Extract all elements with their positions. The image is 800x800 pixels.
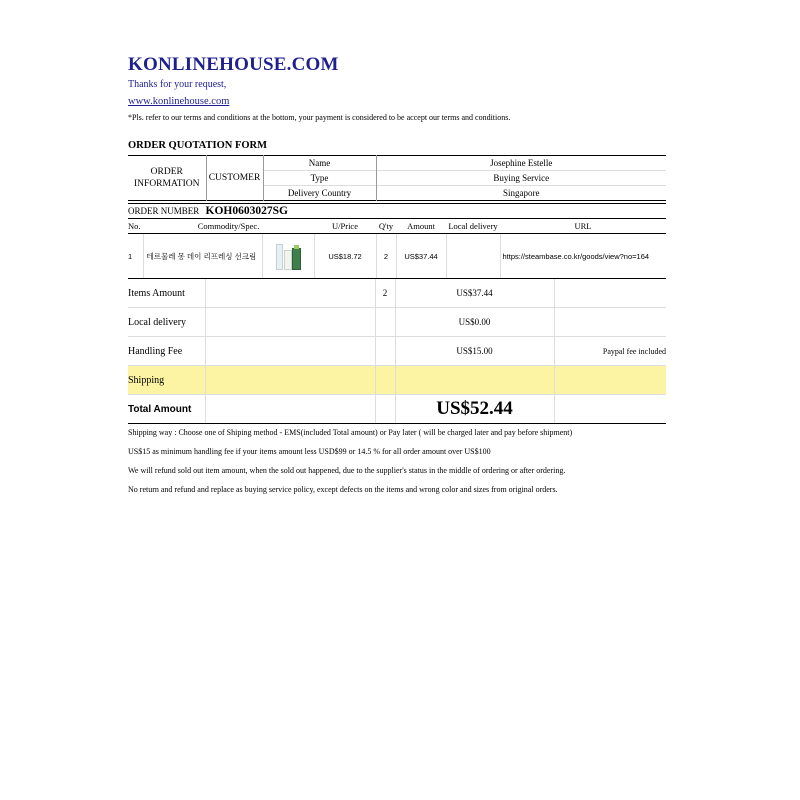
header-no: No.: [128, 219, 143, 234]
header-commodity: Commodity/Spec.: [143, 219, 314, 234]
order-number-label: ORDER NUMBER: [128, 206, 200, 216]
shipping-row: [128, 366, 666, 395]
terms-notice: *Pls. refer to our terms and conditions at the bottom, your payment is considered to be accept our terms and conditions.: [128, 113, 511, 122]
total-amount-value: US$52.44: [395, 395, 554, 424]
field-value-delivery-country: Singapore: [376, 186, 666, 201]
thanks-text: Thanks for your request,: [128, 79, 227, 90]
field-key-delivery-country: Delivery Country: [263, 186, 376, 201]
item-commodity: 테르물레 몽 데이 리프레싱 선크림: [143, 234, 262, 279]
header-url: URL: [500, 219, 666, 234]
items-amount-value: US$37.44: [395, 279, 554, 308]
note-shipping-way: Shipping way : Choose one of Shiping method - EMS(included Total amount) or Pay later ( will be charged later and pay before shipment): [128, 428, 573, 437]
local-delivery-value: US$0.00: [395, 308, 554, 337]
brand-title: KONLINEHOUSE.COM: [128, 54, 339, 75]
order-information-table: [128, 155, 666, 201]
items-amount-row: [128, 279, 666, 308]
item-quantity: 2: [376, 234, 396, 279]
total-amount-row: [128, 395, 666, 424]
item-unit-price: US$18.72: [314, 234, 376, 279]
field-key-name: Name: [263, 156, 376, 171]
note-refund: We will refund sold out item amount, when the sold out happened, due to the supplier's status in the middle of ordering or after ordering.: [128, 466, 566, 475]
table-row: [128, 234, 666, 279]
items-amount-qty: 2: [375, 279, 395, 308]
form-title: ORDER QUOTATION FORM: [128, 140, 268, 151]
order-number-row: [128, 203, 666, 219]
header-amount: Amount: [396, 219, 446, 234]
item-amount: US$37.44: [396, 234, 446, 279]
local-delivery-row: [128, 308, 666, 337]
order-number-value: KOH0603027SG: [205, 205, 288, 217]
notes-section: [128, 428, 666, 495]
website-link[interactable]: www.konlinehouse.com: [128, 96, 230, 107]
handling-fee-note: Paypal fee included: [554, 337, 666, 366]
header-quantity: Q'ty: [376, 219, 396, 234]
handling-fee-label: Handling Fee: [128, 337, 205, 366]
field-value-name: Josephine Estelle: [490, 158, 553, 168]
item-image: [262, 234, 314, 279]
sunscreen-tubes-icon: [270, 242, 306, 270]
order-information-label: ORDER INFORMATION: [134, 167, 200, 189]
quotation-page: [128, 54, 666, 495]
items-amount-label: Items Amount: [128, 279, 205, 308]
items-header-row: [128, 219, 666, 234]
total-amount-label: Total Amount: [128, 395, 205, 424]
shipping-label: Shipping: [128, 366, 205, 395]
note-handling-fee: US$15 as minimum handling fee if your items amount less USD$99 or 14.5 % for all order amount over US$100: [128, 447, 491, 456]
field-value-type: Buying Service: [376, 171, 666, 186]
handling-fee-row: [128, 337, 666, 366]
local-delivery-label: Local delivery: [128, 308, 205, 337]
item-no: 1: [128, 234, 143, 279]
summary-table: [128, 279, 666, 424]
item-url-link[interactable]: https://steambase.co.kr/goods/view?no=164: [500, 234, 666, 279]
item-local-delivery: [446, 234, 500, 279]
customer-label: CUSTOMER: [206, 156, 263, 201]
handling-fee-value: US$15.00: [395, 337, 554, 366]
header-local-delivery: Local delivery: [446, 219, 500, 234]
field-key-type: Type: [263, 171, 376, 186]
items-table: [128, 219, 666, 279]
header-unit-price: U/Price: [314, 219, 376, 234]
note-return-policy: No return and refund and replace as buying service policy, except defects on the items and wrong color and sizes from original orders.: [128, 485, 558, 494]
